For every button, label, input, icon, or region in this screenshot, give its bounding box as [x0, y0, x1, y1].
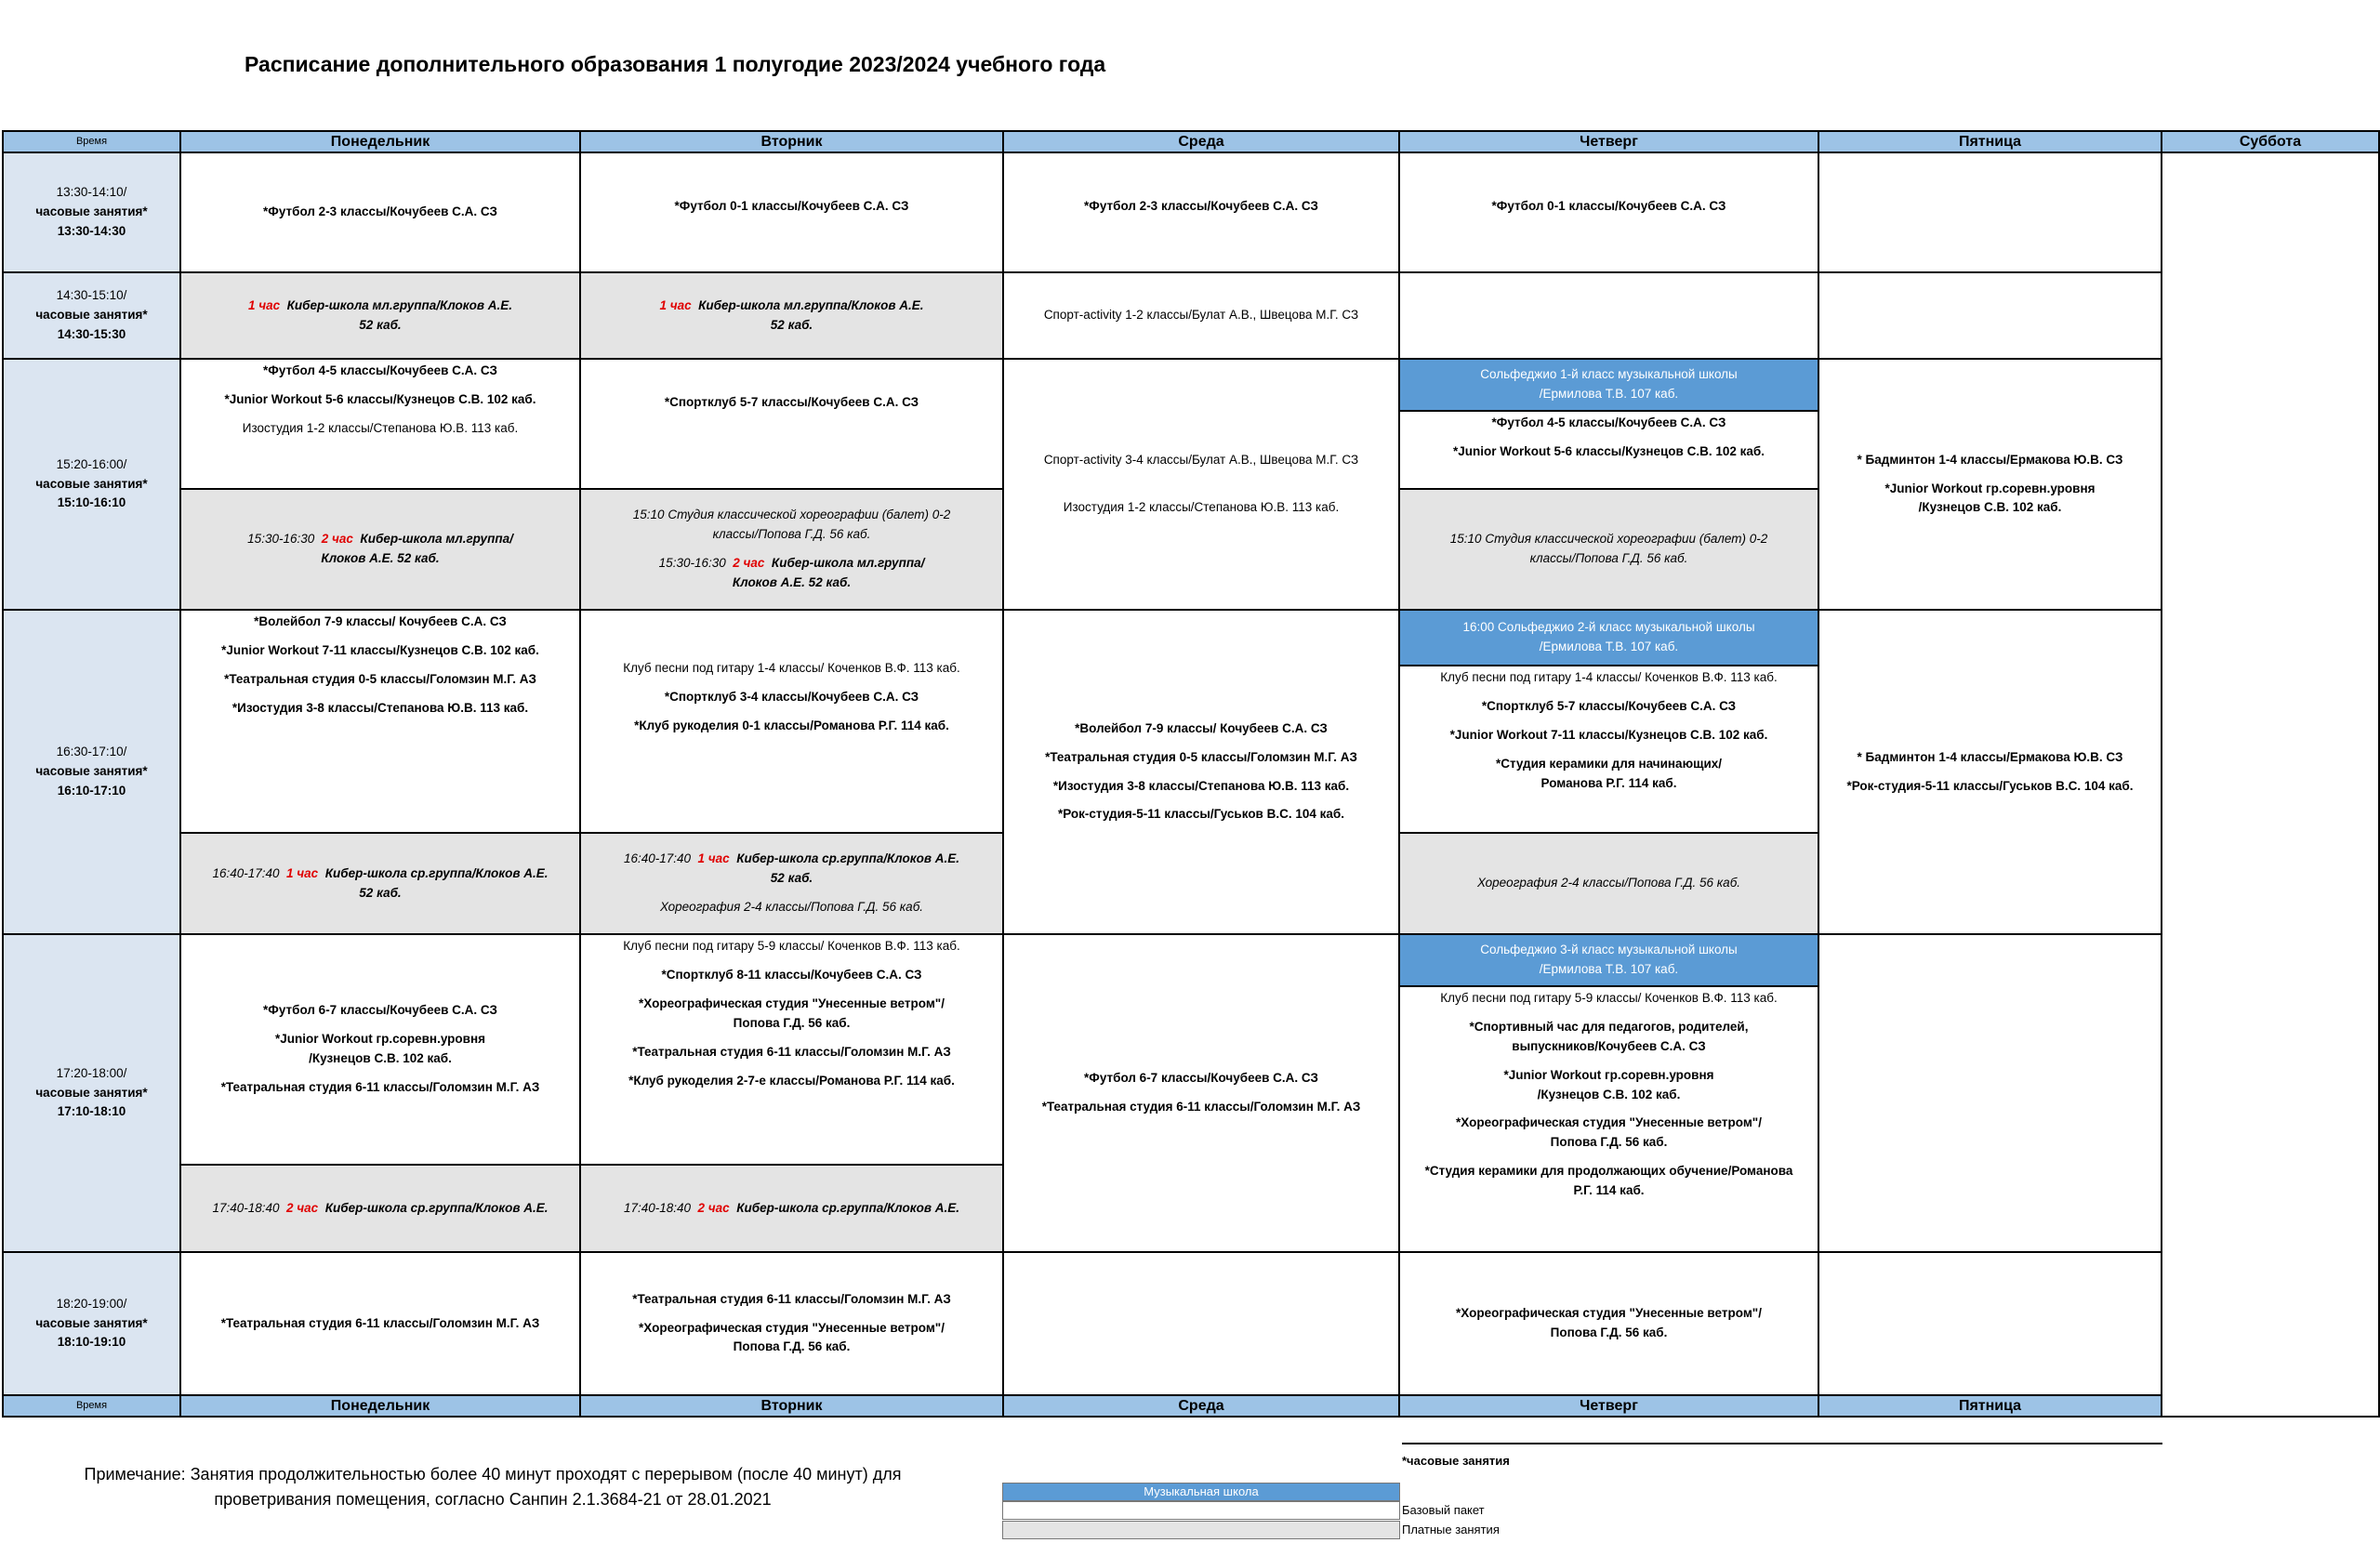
lesson-text: 15:10 Студия классической хореографии (балет) 0-2: [1449, 532, 1768, 547]
time-slot-label: 18:20-19:00/: [56, 1296, 127, 1311]
lesson-entry: *Футбол 0-1 классы/Кочубеев С.А. СЗ: [1491, 199, 1726, 214]
lesson-entry: *Футбол 0-1 классы/Кочубеев С.А. СЗ: [674, 199, 909, 214]
hour-marker: 2 час: [733, 556, 765, 570]
lesson-text: Попова Г.Д. 56 каб.: [1550, 1325, 1668, 1339]
time-slot-label: 16:10-17:10: [57, 783, 126, 798]
lesson-text: классы/Попова Г.Д. 56 каб.: [712, 527, 871, 542]
legend-base-package: Базовый пакет: [1402, 1503, 1485, 1517]
lesson-cell-paid: [580, 489, 1003, 610]
lesson-entry: *Футбол 2-3 классы/Кочубеев С.А. СЗ: [1084, 199, 1318, 214]
time-slot-label: 17:10-18:10: [57, 1104, 126, 1119]
lesson-text: *Футбол 4-5 классы/Кочубеев С.А. СЗ: [1491, 415, 1726, 429]
lesson-text: 52 каб.: [770, 871, 813, 886]
lesson-entry: Хореография 2-4 классы/Попова Г.Д. 56 каб.: [1476, 876, 1741, 890]
lesson-cell-paid: [1399, 833, 1818, 934]
lesson-entry: [181, 863, 579, 905]
hour-marker: 1 час: [697, 851, 730, 866]
lesson-text: /Кузнецов С.В. 102 каб.: [1537, 1087, 1681, 1101]
lesson-text: Попова Г.Д. 56 каб.: [733, 1339, 851, 1354]
lesson-text: *Волейбол 7-9 классы/ Кочубеев С.А. СЗ: [1075, 720, 1328, 735]
time-slot-label: часовые занятия*: [35, 1085, 148, 1100]
lesson-entry: *Футбол 2-3 классы/Кочубеев С.А. СЗ: [263, 204, 497, 219]
lesson-text: Кибер-школа мл.группа/Клоков А.Е.: [698, 297, 924, 312]
lesson-entry: [1004, 718, 1398, 827]
lesson-text: Изостудия 1-2 классы/Степанова Ю.В. 113 каб.: [242, 420, 519, 435]
lesson-text: *Спортклуб 8-11 классы/Кочубеев С.А. СЗ: [661, 967, 922, 982]
lesson-entry: [181, 295, 579, 337]
lesson-entry: *Спортклуб 5-7 классы/Кочубеев С.А. СЗ: [664, 395, 919, 409]
lesson-cell: [1399, 359, 1818, 489]
note-line: проветривания помещения, согласно Санпин 2.1.3684-21 от 28.01.2021: [214, 1490, 772, 1509]
lesson-entry: *Театральная студия 6-11 классы/Голомзин М.Г. АЗ: [220, 1315, 540, 1330]
lesson-entry: [581, 657, 1002, 738]
hour-marker: 1 час: [286, 865, 319, 880]
lesson-entry: [581, 504, 1002, 595]
lesson-cell-paid: [180, 1165, 580, 1252]
lesson-text: 52 каб.: [359, 317, 402, 332]
lesson-text: Клоков А.Е. 52 каб.: [321, 551, 440, 565]
footer-header-monday: Понедельник: [180, 1395, 580, 1417]
lesson-entry: [181, 1197, 579, 1220]
lesson-text: Кибер-школа мл.группа/: [771, 556, 925, 570]
lesson-cell: [1399, 610, 1818, 833]
lesson-text: Спорт-activity 3-4 классы/Булат А.В., Швецова М.Г. СЗ: [1043, 453, 1359, 468]
lesson-text: *Junior Workout 5-6 классы/Кузнецов С.В. 102 каб.: [1453, 443, 1765, 458]
note-text: [37, 1462, 948, 1512]
lesson-entry: [1400, 528, 1818, 571]
lesson-text: Клуб песни под гитару 1-4 классы/ Коченков В.Ф. 113 каб.: [623, 661, 960, 675]
lesson-cell: [1399, 272, 1818, 359]
lesson-text: * Бадминтон 1-4 классы/Ермакова Ю.В. СЗ: [1857, 749, 2123, 764]
lesson-entry: [1400, 410, 1818, 464]
lesson-text: Сольфеджио 3-й класс музыкальной школы: [1480, 943, 1738, 956]
schedule-row-2: [3, 272, 2379, 359]
lesson-text: *Клуб рукоделия 0-1 классы/Романова Р.Г. 114 каб.: [634, 718, 949, 732]
music-school-entry: [1400, 360, 1818, 410]
lesson-time: 15:30-16:30: [247, 532, 315, 547]
header-wednesday: Среда: [1003, 131, 1399, 152]
lesson-cell: [1003, 1252, 1399, 1395]
lesson-cell: [1003, 359, 1399, 610]
lesson-cell-paid: [580, 1165, 1003, 1252]
lesson-text: выпускников/Кочубеев С.А. СЗ: [1512, 1038, 1706, 1053]
lesson-text: Кибер-школа ср.группа/Клоков А.Е.: [736, 1200, 960, 1215]
lesson-cell: [1818, 359, 2162, 610]
lesson-text: *Junior Workout 5-6 классы/Кузнецов С.В. 102 каб.: [224, 391, 536, 406]
lesson-cell: [580, 152, 1003, 272]
lesson-text: *Футбол 6-7 классы/Кочубеев С.А. СЗ: [263, 1003, 497, 1018]
lesson-text: *Рок-студия-5-11 классы/Гуськов В.С. 104 каб.: [1846, 778, 2134, 793]
schedule-row-5: [3, 934, 2379, 1165]
hour-marker: 2 час: [321, 532, 353, 547]
time-slot-4: [3, 610, 180, 934]
lesson-cell: [580, 934, 1003, 1165]
lesson-entry: [581, 935, 1002, 1093]
header-tuesday: Вторник: [580, 131, 1003, 152]
lesson-entry: [1004, 1067, 1398, 1119]
lesson-cell: [1818, 152, 2162, 272]
legend-paid: Платные занятия: [1402, 1523, 1500, 1536]
lesson-text: *Театральная студия 6-11 классы/Голомзин М.Г. АЗ: [220, 1079, 540, 1094]
lesson-text: *Junior Workout 7-11 классы/Кузнецов С.В. 102 каб.: [1449, 727, 1768, 742]
lesson-text: *Хореографическая студия "Унесенные ветром"/: [1456, 1115, 1762, 1130]
lesson-text: *Хореографическая студия "Унесенные ветром"/: [639, 996, 945, 1010]
schedule-row-4: [3, 610, 2379, 833]
lesson-text: *Студия керамики для продолжающих обучение/Романова: [1424, 1164, 1793, 1179]
lesson-cell-paid: [180, 833, 580, 934]
schedule-table: [2, 130, 2380, 1418]
lesson-text: *Театральная студия 6-11 классы/Голомзин М.Г. АЗ: [632, 1044, 951, 1059]
time-slot-label: часовые занятия*: [35, 476, 148, 491]
lesson-text: *Junior Workout 7-11 классы/Кузнецов С.В. 102 каб.: [221, 642, 539, 657]
schedule-row-3: [3, 359, 2379, 489]
lesson-entry: [181, 360, 579, 441]
lesson-text: *Футбол 6-7 классы/Кочубеев С.А. СЗ: [1084, 1071, 1318, 1086]
lesson-entry: [1004, 449, 1398, 520]
lesson-cell-paid: [580, 833, 1003, 934]
time-slot-6: [3, 1252, 180, 1395]
lesson-entry: [581, 1197, 1002, 1220]
time-slot-5: [3, 934, 180, 1252]
lesson-entry: [1819, 746, 2161, 798]
lesson-cell: [580, 1252, 1003, 1395]
legend-paid-swatch: [1002, 1521, 1400, 1539]
time-slot-2: [3, 272, 180, 359]
lesson-text: /Кузнецов С.В. 102 каб.: [309, 1051, 452, 1065]
legend-base-package-swatch: [1002, 1501, 1400, 1520]
lesson-time: 17:40-18:40: [623, 1200, 692, 1215]
lesson-text: *Театральная студия 6-11 классы/Голомзин М.Г. АЗ: [632, 1291, 951, 1306]
header-saturday: Суббота: [2162, 131, 2379, 152]
lesson-time: 16:40-17:40: [623, 851, 692, 866]
lesson-text: Клуб песни под гитару 5-9 классы/ Коченков В.Ф. 113 каб.: [1440, 990, 1778, 1005]
lesson-cell-paid: [180, 272, 580, 359]
time-slot-label: 14:30-15:30: [57, 326, 126, 341]
footer-header-friday: Пятница: [1818, 1395, 2162, 1417]
lesson-text: *Спортивный час для педагогов, родителей,: [1469, 1019, 1749, 1034]
lesson-text: /Ермилова Т.В. 107 каб.: [1539, 961, 1679, 976]
lesson-text: Хореография 2-4 классы/Попова Г.Д. 56 каб.: [659, 899, 924, 914]
schedule-row-1: [3, 152, 2379, 272]
time-slot-label: часовые занятия*: [35, 308, 148, 323]
lesson-cell: [580, 359, 1003, 489]
lesson-text: Клуб песни под гитару 5-9 классы/ Коченков В.Ф. 113 каб.: [623, 939, 960, 953]
lesson-text: *Спортклуб 3-4 классы/Кочубеев С.А. СЗ: [664, 689, 919, 704]
lesson-cell-paid: [180, 489, 580, 610]
lesson-text: Р.Г. 114 каб.: [1573, 1183, 1645, 1198]
lesson-cell: [1818, 610, 2162, 934]
lesson-cell: [180, 359, 580, 489]
lesson-text: *Хореографическая студия "Унесенные ветром"/: [639, 1320, 945, 1335]
time-slot-label: часовые занятия*: [35, 764, 148, 779]
footer-header-wednesday: Среда: [1003, 1395, 1399, 1417]
lesson-text: Попова Г.Д. 56 каб.: [733, 1015, 851, 1030]
lesson-text: *Хореографическая студия "Унесенные ветром"/: [1456, 1306, 1762, 1321]
page-title: Расписание дополнительного образования 1 полугодие 2023/2024 учебного года: [245, 52, 1106, 76]
lesson-cell-paid: [1399, 489, 1818, 610]
saturday-column: [2162, 152, 2379, 1417]
lesson-text: *Театральная студия 0-5 классы/Голомзин М.Г. АЗ: [224, 671, 536, 686]
lesson-text: Кибер-школа ср.группа/Клоков А.Е.: [324, 1200, 549, 1215]
lesson-text: классы/Попова Г.Д. 56 каб.: [1529, 551, 1688, 565]
lesson-cell: [180, 610, 580, 833]
lesson-time: 17:40-18:40: [212, 1200, 280, 1215]
time-slot-label: 15:20-16:00/: [56, 456, 127, 471]
lesson-entry: [581, 295, 1002, 337]
lesson-text: *Изостудия 3-8 классы/Степанова Ю.В. 113 каб.: [1052, 778, 1350, 793]
time-slot-label: 16:30-17:10/: [56, 745, 127, 759]
lesson-entry: [581, 848, 1002, 919]
lesson-text: Романова Р.Г. 114 каб.: [1540, 775, 1677, 790]
footer-header-time: Время: [3, 1395, 180, 1417]
time-slot-label: 17:20-18:00/: [56, 1065, 127, 1080]
lesson-cell: [580, 610, 1003, 833]
lesson-text: *Junior Workout гр.соревн.уровня: [1884, 481, 2096, 495]
lesson-cell: [1003, 610, 1399, 934]
lesson-cell: [1399, 1252, 1818, 1395]
lesson-text: *Рок-студия-5-11 классы/Гуськов В.С. 104 каб.: [1058, 807, 1344, 822]
hour-marker: 2 час: [286, 1200, 319, 1215]
time-slot-label: 18:10-19:10: [57, 1335, 126, 1350]
lesson-cell-paid: [580, 272, 1003, 359]
lesson-text: /Ермилова Т.В. 107 каб.: [1539, 639, 1679, 653]
lesson-entry: [181, 528, 579, 571]
lesson-text: *Junior Workout гр.соревн.уровня: [1503, 1067, 1714, 1082]
lesson-time: 15:30-16:30: [658, 556, 726, 570]
lesson-text: *Изостудия 3-8 классы/Степанова Ю.В. 113 каб.: [231, 700, 529, 715]
lesson-text: *Спортклуб 5-7 классы/Кочубеев С.А. СЗ: [1481, 698, 1737, 713]
hour-marker: 1 час: [247, 297, 281, 312]
hour-marker: 1 час: [659, 297, 692, 312]
schedule-row-6: [3, 1252, 2379, 1395]
lesson-entry: [1819, 449, 2161, 521]
lesson-text: 15:10 Студия классической хореографии (балет) 0-2: [632, 508, 951, 522]
lesson-text: Кибер-школа мл.группа/: [360, 532, 513, 547]
footer-header-row: [3, 1395, 2379, 1417]
lesson-text: Попова Г.Д. 56 каб.: [1550, 1135, 1668, 1150]
lesson-text: *Волейбол 7-9 классы/ Кочубеев С.А. СЗ: [254, 614, 507, 628]
lesson-text: Кибер-школа мл.группа/Клоков А.Е.: [286, 297, 513, 312]
time-slot-label: часовые занятия*: [35, 204, 148, 219]
lesson-time: 16:40-17:40: [212, 865, 280, 880]
header-friday: Пятница: [1818, 131, 2162, 152]
lesson-cell: [1399, 934, 1818, 1252]
header-thursday: Четверг: [1399, 131, 1818, 152]
lesson-entry: [1400, 665, 1818, 796]
lesson-text: 52 каб.: [359, 885, 402, 900]
music-school-entry: [1400, 611, 1818, 665]
header-time: Время: [3, 131, 180, 152]
lesson-cell: [1003, 934, 1399, 1252]
lesson-cell: [180, 934, 580, 1165]
legend-hourly: *часовые занятия: [1402, 1443, 2162, 1468]
footer-header-tuesday: Вторник: [580, 1395, 1003, 1417]
legend-music-school-swatch: Музыкальная школа: [1002, 1483, 1400, 1501]
lesson-cell: [1399, 152, 1818, 272]
lesson-text: * Бадминтон 1-4 классы/Ермакова Ю.В. СЗ: [1857, 452, 2123, 467]
time-slot-label: 15:10-16:10: [57, 495, 126, 510]
lesson-entry: [1400, 1302, 1818, 1345]
lesson-text: /Ермилова Т.В. 107 каб.: [1539, 386, 1679, 401]
lesson-cell: [180, 152, 580, 272]
lesson-text: *Клуб рукоделия 2-7-е классы/Романова Р.Г. 114 каб.: [628, 1073, 955, 1088]
lesson-cell: [1818, 1252, 2162, 1395]
header-row: [3, 131, 2379, 152]
lesson-text: /Кузнецов С.В. 102 каб.: [1918, 500, 2062, 515]
lesson-text: *Студия керамики для начинающих/: [1495, 756, 1723, 771]
header-monday: Понедельник: [180, 131, 580, 152]
lesson-entry: Спорт-activity 1-2 классы/Булат А.В., Швецова М.Г. СЗ: [1043, 308, 1359, 323]
time-slot-label: 13:30-14:10/: [56, 185, 127, 200]
lesson-entry: [181, 999, 579, 1100]
lesson-text: Кибер-школа ср.группа/Клоков А.Е.: [324, 865, 549, 880]
lesson-text: *Театральная студия 6-11 классы/Голомзин М.Г. АЗ: [1041, 1100, 1361, 1114]
lesson-text: Кибер-школа ср.группа/Клоков А.Е.: [736, 851, 960, 866]
lesson-text: 52 каб.: [770, 317, 813, 332]
lesson-cell: [1818, 272, 2162, 359]
music-school-entry: [1400, 935, 1818, 985]
time-slot-1: [3, 152, 180, 272]
lesson-text: *Junior Workout гр.соревн.уровня: [275, 1032, 485, 1047]
time-slot-label: часовые занятия*: [35, 1315, 148, 1330]
lesson-text: *Футбол 4-5 классы/Кочубеев С.А. СЗ: [263, 363, 497, 377]
note-line: Примечание: Занятия продолжительностью более 40 минут проходят с перерывом (после 40 минут) для: [84, 1465, 902, 1484]
lesson-entry: [1400, 985, 1818, 1203]
footer-header-thursday: Четверг: [1399, 1395, 1818, 1417]
lesson-cell: [1818, 934, 2162, 1252]
lesson-text: Клуб песни под гитару 1-4 классы/ Коченков В.Ф. 113 каб.: [1440, 669, 1778, 684]
lesson-text: Изостудия 1-2 классы/Степанова Ю.В. 113 каб.: [1063, 500, 1340, 514]
hour-marker: 2 час: [697, 1200, 730, 1215]
lesson-cell: [180, 1252, 580, 1395]
lesson-text: Сольфеджио 1-й класс музыкальной школы: [1480, 367, 1738, 381]
lesson-entry: [181, 611, 579, 720]
lesson-text: *Театральная студия 0-5 классы/Голомзин М.Г. АЗ: [1045, 749, 1357, 764]
time-slot-label: 13:30-14:30: [57, 223, 126, 238]
time-slot-3: [3, 359, 180, 610]
lesson-entry: [581, 1288, 1002, 1360]
lesson-cell: [1003, 272, 1399, 359]
lesson-text: 16:00 Сольфеджио 2-й класс музыкальной школы: [1462, 620, 1755, 634]
lesson-cell: [1003, 152, 1399, 272]
time-slot-label: 14:30-15:10/: [56, 288, 127, 303]
lesson-text: Клоков А.Е. 52 каб.: [732, 574, 852, 589]
